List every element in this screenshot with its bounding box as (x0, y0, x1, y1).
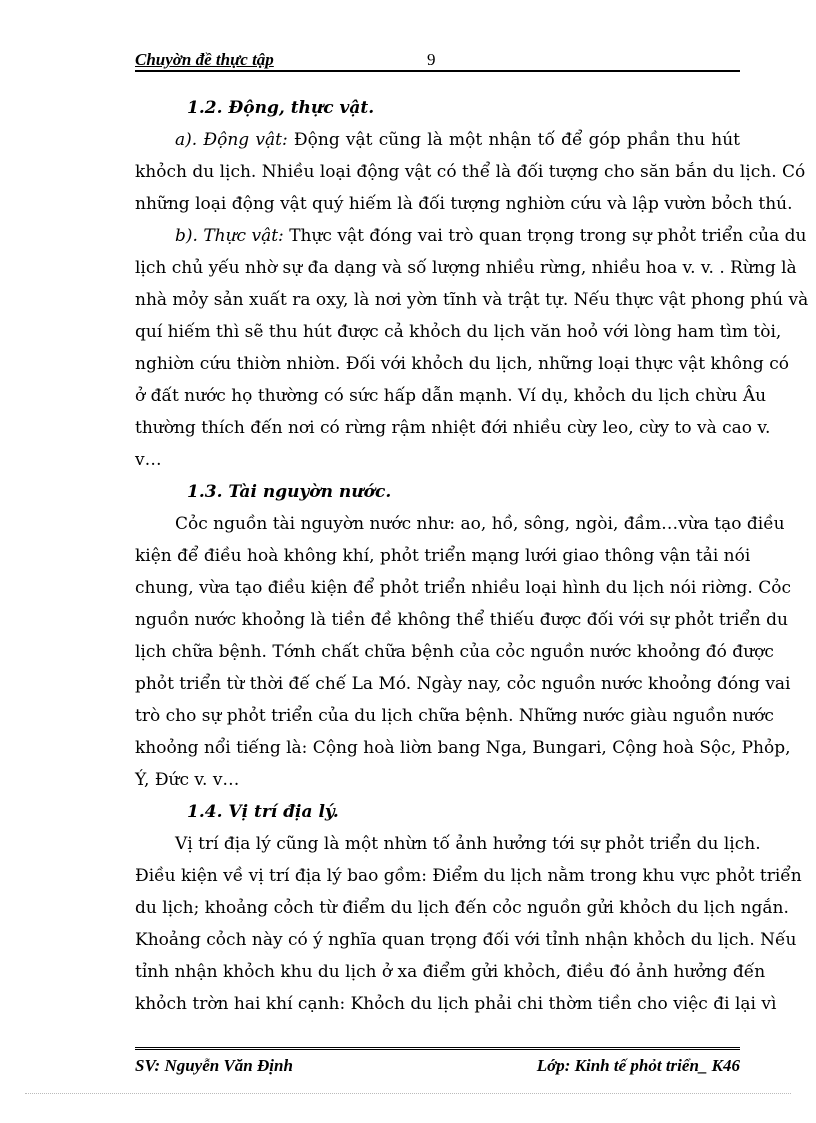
paragraph-line: du lịch; khoảng cỏch từ điểm du lịch đến cỏc nguồn gửi khỏch du lịch ngắn. (135, 898, 789, 918)
paragraph-line: chung, vừa tạo điều kiện để phỏt triển nhiều loại hình du lịch nói riờng. Cỏc (135, 578, 791, 598)
paragraph-line: lịch chữa bệnh. Tớnh chất chữa bệnh của cỏc nguồn nước khoỏng đó được (135, 642, 774, 662)
paragraph-line (135, 220, 807, 252)
label-thuc-vat: b). Thực vật: (175, 226, 284, 246)
section-heading-1-3: 1.3. Tài nguyờn nước. (187, 482, 392, 502)
paragraph-line: nguồn nước khoỏng là tiền đề không thể thiếu được đối với sự phỏt triển du (135, 610, 788, 630)
paragraph-text: Động vật cũng là một nhận tố để góp phần thu hút (287, 130, 740, 150)
paragraph-line: những loại động vật quý hiếm là đối tượng nghiờn cứu và lập vườn bỏch thú. (135, 194, 793, 214)
paragraph-line: nhà mỏy sản xuất ra oxy, là nơi yờn tĩnh và trật tự. Nếu thực vật phong phú và (135, 290, 809, 310)
page-number: 9 (427, 50, 436, 69)
footer-class: Lớp: Kinh tế phỏt triển_ K46 (536, 1056, 740, 1075)
paragraph-line: quí hiếm thì sẽ thu hút được cả khỏch du lịch văn hoỏ với lòng ham tìm tòi, (135, 322, 782, 342)
paragraph-line: phỏt triển từ thời đế chế La Mó. Ngày nay, cỏc nguồn nước khoỏng đóng vai (135, 674, 791, 694)
footer-student: SV: Nguyễn Văn Định (135, 1056, 293, 1075)
paragraph-line: khỏch du lịch. Nhiều loại động vật có thể là đối tượng cho săn bắn du lịch. Có (135, 162, 806, 182)
paragraph-line: Vị trí địa lý cũng là một nhừn tố ảnh hưởng tới sự phỏt triển du lịch. (175, 834, 761, 854)
label-dong-vat: a). Động vật: (175, 130, 288, 150)
paragraph-line: Cỏc nguồn tài nguyờn nước như: ao, hồ, sông, ngòi, đầm…vừa tạo điều (175, 514, 785, 534)
paragraph-line: kiện để điều hoà không khí, phỏt triển mạng lưới giao thông vận tải nói (135, 546, 751, 566)
page-bottom-rule (25, 1093, 791, 1094)
section-heading-1-4: 1.4. Vị trí địa lý. (187, 802, 339, 822)
paragraph-line: nghiờn cứu thiờn nhiờn. Đối với khỏch du lịch, những loại thực vật không có (135, 354, 789, 374)
paragraph-line (135, 124, 740, 156)
paragraph-line: Khoảng cỏch này có ý nghĩa quan trọng đối với tỉnh nhận khỏch du lịch. Nếu (135, 930, 797, 950)
page-footer (135, 1047, 740, 1080)
body-text (135, 92, 809, 1020)
paragraph-line: Điều kiện về vị trí địa lý bao gồm: Điểm du lịch nằm trong khu vực phỏt triển (135, 866, 802, 886)
paragraph-line: trò cho sự phỏt triển của du lịch chữa bệnh. Những nước giàu nguồn nước (135, 706, 774, 726)
paragraph-line: khoỏng nổi tiếng là: Cộng hoà liờn bang Nga, Bungari, Cộng hoà Sộc, Phỏp, (135, 738, 791, 758)
paragraph-text: Thực vật đóng vai trò quan trọng trong sự phỏt triển của du (283, 226, 807, 246)
paragraph-line: tỉnh nhận khỏch khu du lịch ở xa điểm gửi khỏch, điều đó ảnh hưởng đến (135, 962, 766, 982)
page-header (135, 50, 740, 72)
header-title: Chuyờn đề thực tập (135, 50, 274, 69)
paragraph-line: Ý, Đức v. v… (135, 770, 240, 790)
section-heading-1-2: 1.2. Động, thực vật. (187, 98, 375, 118)
paragraph-line: v… (135, 450, 162, 470)
paragraph-line: khỏch trờn hai khí cạnh: Khỏch du lịch phải chi thờm tiền cho việc đi lại vì (135, 994, 777, 1014)
paragraph-line: lịch chủ yếu nhờ sự đa dạng và số lượng nhiều rừng, nhiều hoa v. v. . Rừng là (135, 258, 797, 278)
paragraph-line: thường thích đến nơi có rừng rậm nhiệt đới nhiều cừy leo, cừy to và cao v. (135, 418, 771, 438)
paragraph-line: ở đất nước họ thường có sức hấp dẫn mạnh. Ví dụ, khỏch du lịch chừu Âu (135, 386, 767, 406)
